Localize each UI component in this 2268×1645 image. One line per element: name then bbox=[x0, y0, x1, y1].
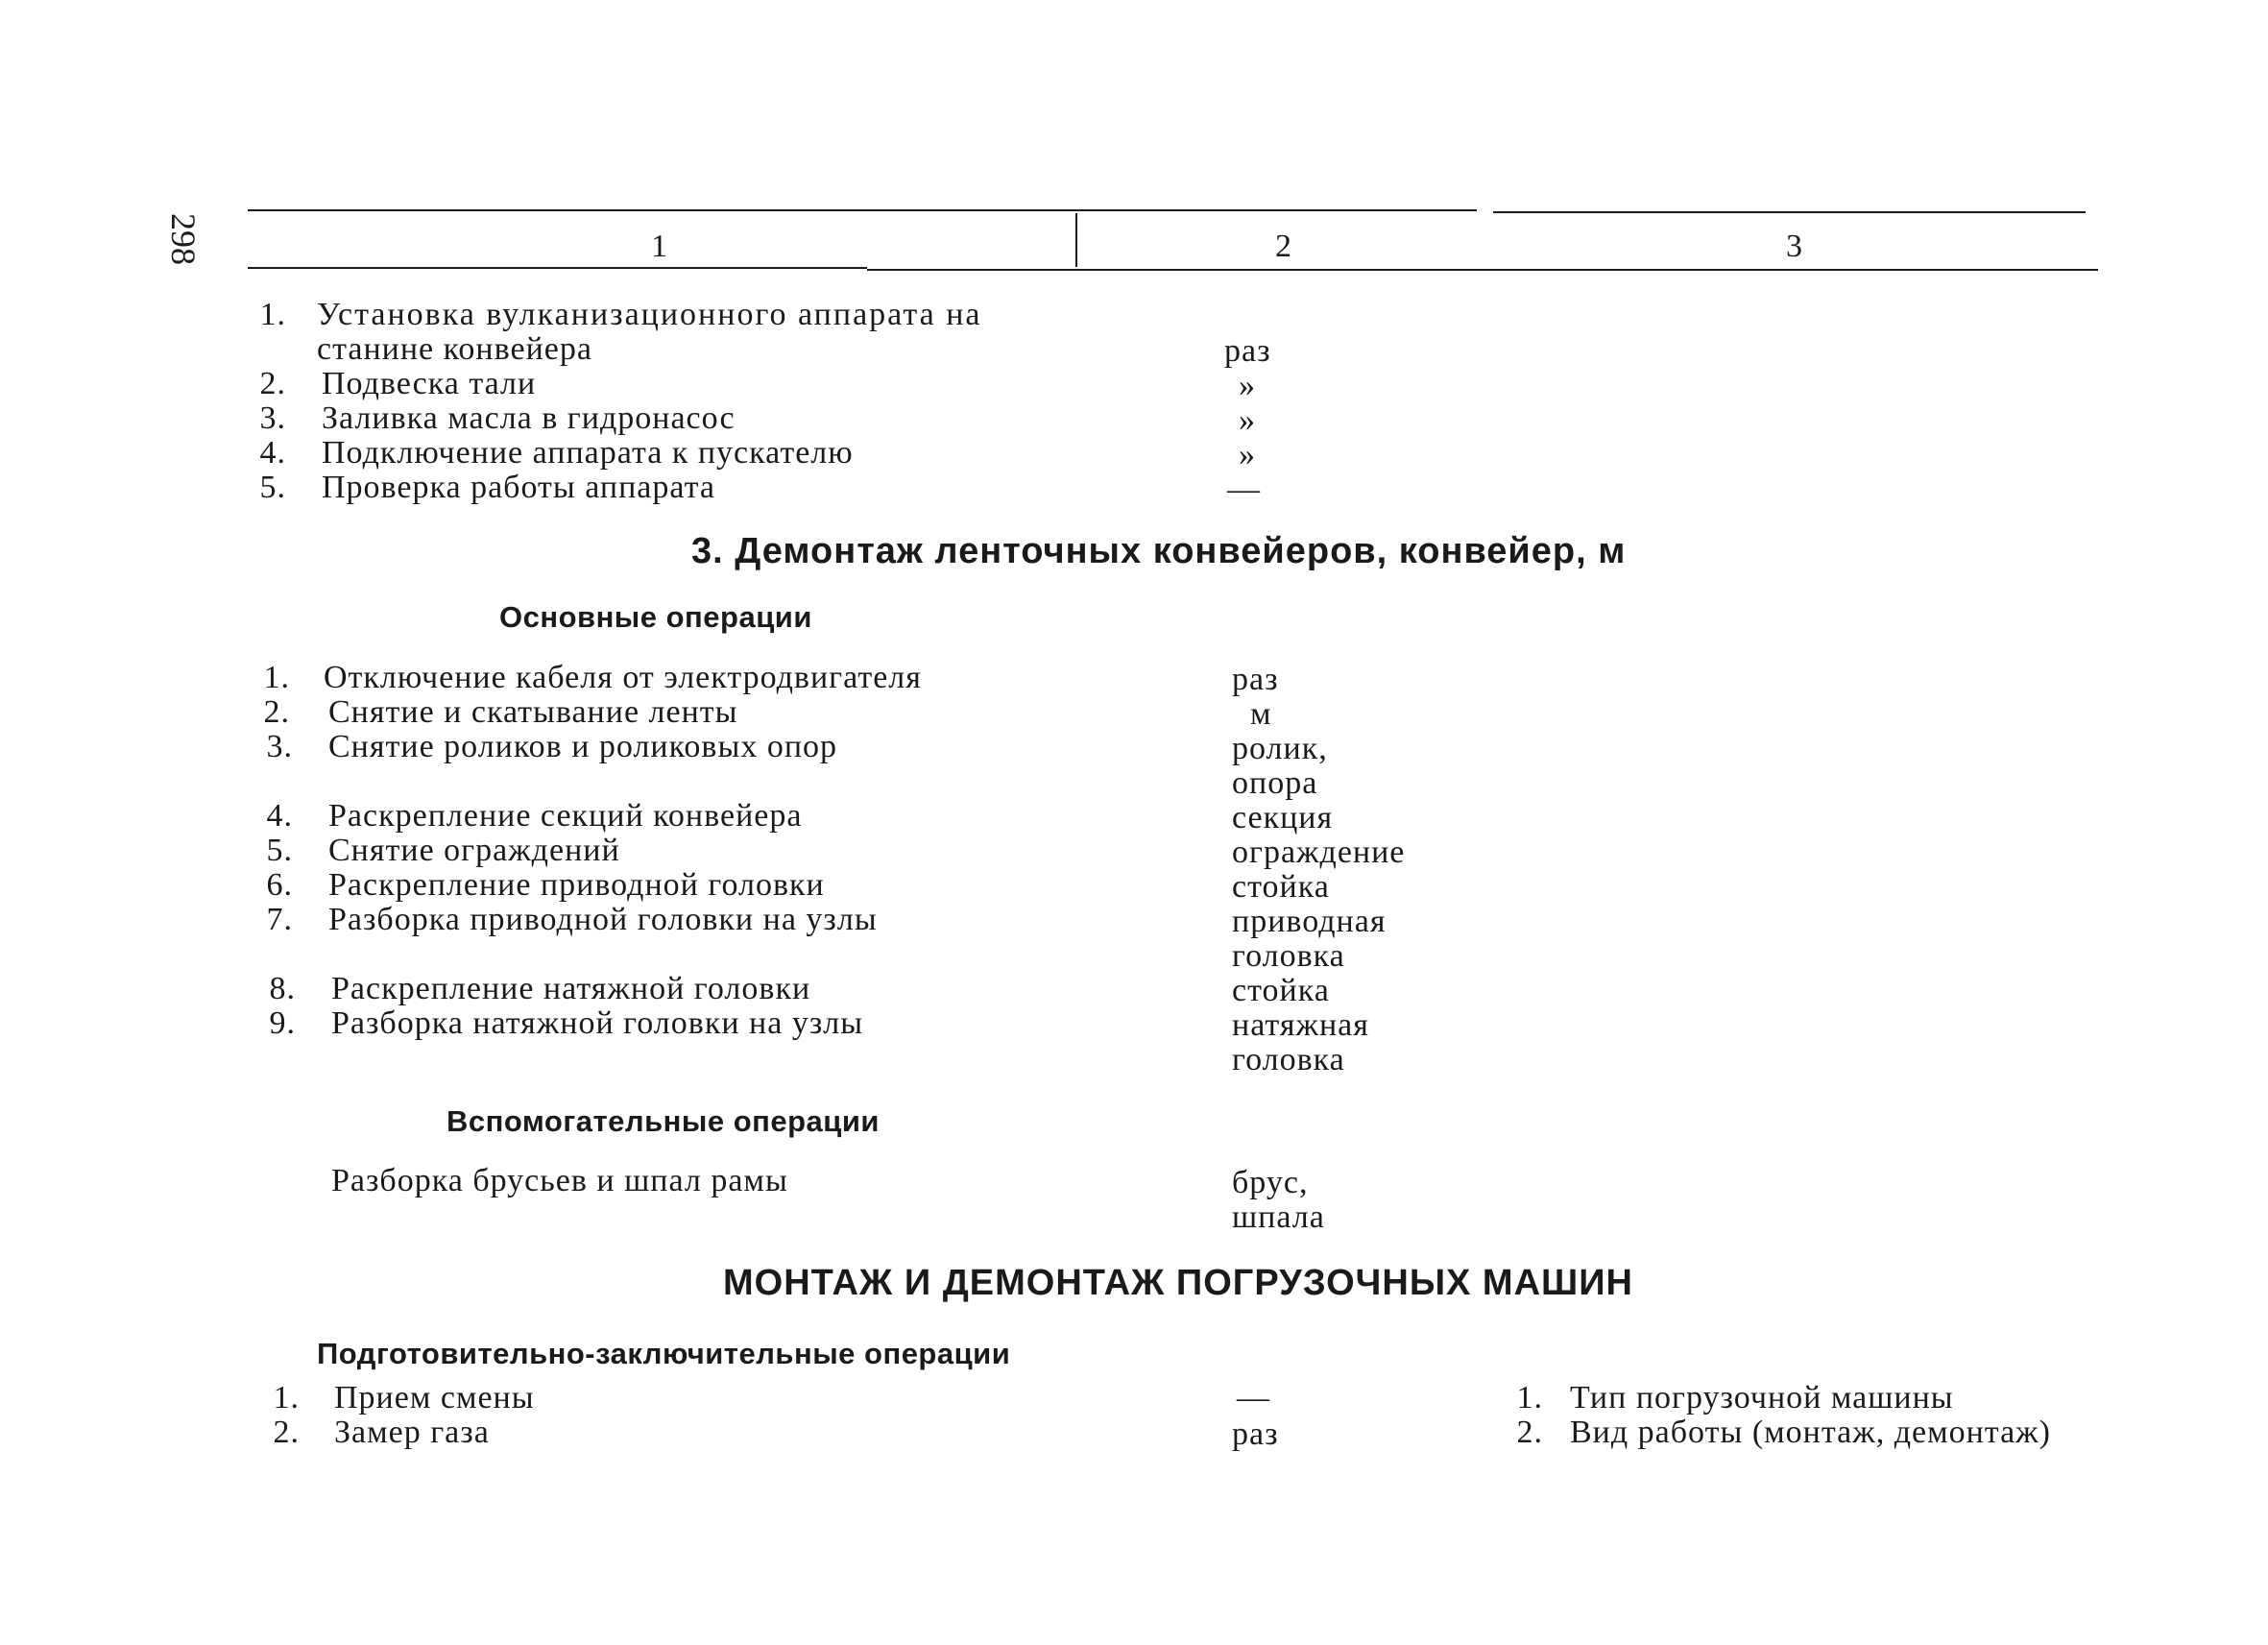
list-item-unit: раз bbox=[1232, 1416, 1279, 1452]
list-item-unit: » bbox=[1239, 437, 1256, 472]
list-item-number: 8. bbox=[269, 971, 296, 1006]
column-header-2: 2 bbox=[1275, 229, 1291, 264]
list-item-unit: м bbox=[1250, 696, 1272, 732]
list-item-text: Снятие роликов и роликовых опор bbox=[328, 729, 838, 764]
list-item-text: Раскрепление секций конвейера bbox=[328, 798, 803, 834]
list-item-number: 1. bbox=[259, 297, 286, 332]
column-header-1: 1 bbox=[651, 229, 667, 264]
list-item-text: Снятие и скатывание ленты bbox=[328, 694, 738, 730]
list-item-unit: раз bbox=[1232, 662, 1279, 697]
header-column-divider bbox=[1075, 213, 1077, 267]
list-item-number: 2. bbox=[263, 694, 290, 730]
header-bottom-rule bbox=[248, 267, 867, 269]
list-item-text: Прием смены bbox=[334, 1380, 535, 1415]
list-item-unit: стойка bbox=[1232, 973, 1330, 1008]
list-item-number: 2. bbox=[273, 1415, 300, 1450]
subsection-title: Основные операции bbox=[499, 600, 812, 634]
list-item-unit: натяжная bbox=[1232, 1007, 1369, 1043]
list-item-unit: головка bbox=[1232, 1042, 1345, 1077]
factor-number: 1. bbox=[1516, 1380, 1543, 1415]
list-item-text: станине конвейера bbox=[317, 331, 592, 367]
header-bottom-rule-right bbox=[867, 269, 2098, 271]
list-item-unit: ограждение bbox=[1232, 835, 1406, 870]
list-item-text: Разборка натяжной головки на узлы bbox=[331, 1005, 864, 1041]
list-item-number: 7. bbox=[266, 902, 293, 937]
list-item-text: Отключение кабеля от электродвигателя bbox=[324, 660, 922, 695]
list-item-unit: секция bbox=[1232, 800, 1334, 835]
list-item-unit: » bbox=[1239, 402, 1256, 438]
list-item-number: 1. bbox=[263, 660, 290, 695]
list-item-number: 3. bbox=[259, 400, 286, 436]
list-item-number: 5. bbox=[259, 470, 286, 505]
section-title: 3. Демонтаж ленточных конвейеров, конвейер, м bbox=[691, 531, 1627, 571]
factor-number: 2. bbox=[1516, 1415, 1543, 1450]
list-item-unit: — bbox=[1237, 1380, 1270, 1415]
factor-text: Вид работы (монтаж, демонтаж) bbox=[1570, 1415, 2051, 1450]
list-item-number: 4. bbox=[266, 798, 293, 834]
list-item-text: Снятие ограждений bbox=[328, 833, 620, 868]
factor-text: Тип погрузочной машины bbox=[1570, 1380, 1954, 1415]
list-item-unit: раз bbox=[1224, 333, 1271, 369]
list-item-number: 4. bbox=[259, 435, 286, 471]
subsection-title: Вспомогательные операции bbox=[446, 1104, 880, 1138]
list-item-unit: — bbox=[1227, 472, 1261, 507]
list-item-text: Заливка масла в гидронасос bbox=[322, 400, 736, 436]
list-item-unit: » bbox=[1239, 368, 1256, 403]
section-title: МОНТАЖ И ДЕМОНТАЖ ПОГРУЗОЧНЫХ МАШИН bbox=[723, 1263, 1633, 1303]
list-item-text: Проверка работы аппарата bbox=[322, 470, 715, 505]
list-item-unit: приводная bbox=[1232, 904, 1387, 939]
header-top-rule-right bbox=[1493, 211, 2086, 213]
list-item-unit: шпала bbox=[1232, 1199, 1325, 1235]
list-item-text: Подвеска тали bbox=[322, 366, 537, 401]
list-item-text: Замер газа bbox=[334, 1415, 490, 1450]
list-item-unit: опора bbox=[1232, 765, 1318, 801]
list-item-text: Раскрепление приводной головки bbox=[328, 867, 825, 903]
list-item-text: Разборка приводной головки на узлы bbox=[328, 902, 878, 937]
header-top-rule bbox=[248, 209, 1477, 211]
list-item-number: 3. bbox=[266, 729, 293, 764]
list-item-number: 2. bbox=[259, 366, 286, 401]
list-item-number: 5. bbox=[266, 833, 293, 868]
column-header-3: 3 bbox=[1786, 229, 1802, 264]
list-item-unit: брус, bbox=[1232, 1165, 1309, 1200]
subsection-title: Подготовительно-заключительные операции bbox=[317, 1337, 1011, 1370]
list-item-text: Раскрепление натяжной головки bbox=[331, 971, 811, 1006]
list-item-text: Подключение аппарата к пускателю bbox=[322, 435, 854, 471]
list-item-number: 9. bbox=[269, 1005, 296, 1041]
list-item-text: Разборка брусьев и шпал рамы bbox=[331, 1163, 788, 1198]
list-item-unit: стойка bbox=[1232, 869, 1330, 905]
list-item-text: Установка вулканизационного аппарата на bbox=[317, 297, 982, 332]
page-number: 298 bbox=[164, 213, 203, 265]
list-item-number: 1. bbox=[273, 1380, 300, 1415]
list-item-unit: ролик, bbox=[1232, 731, 1328, 766]
list-item-number: 6. bbox=[266, 867, 293, 903]
list-item-unit: головка bbox=[1232, 938, 1345, 974]
